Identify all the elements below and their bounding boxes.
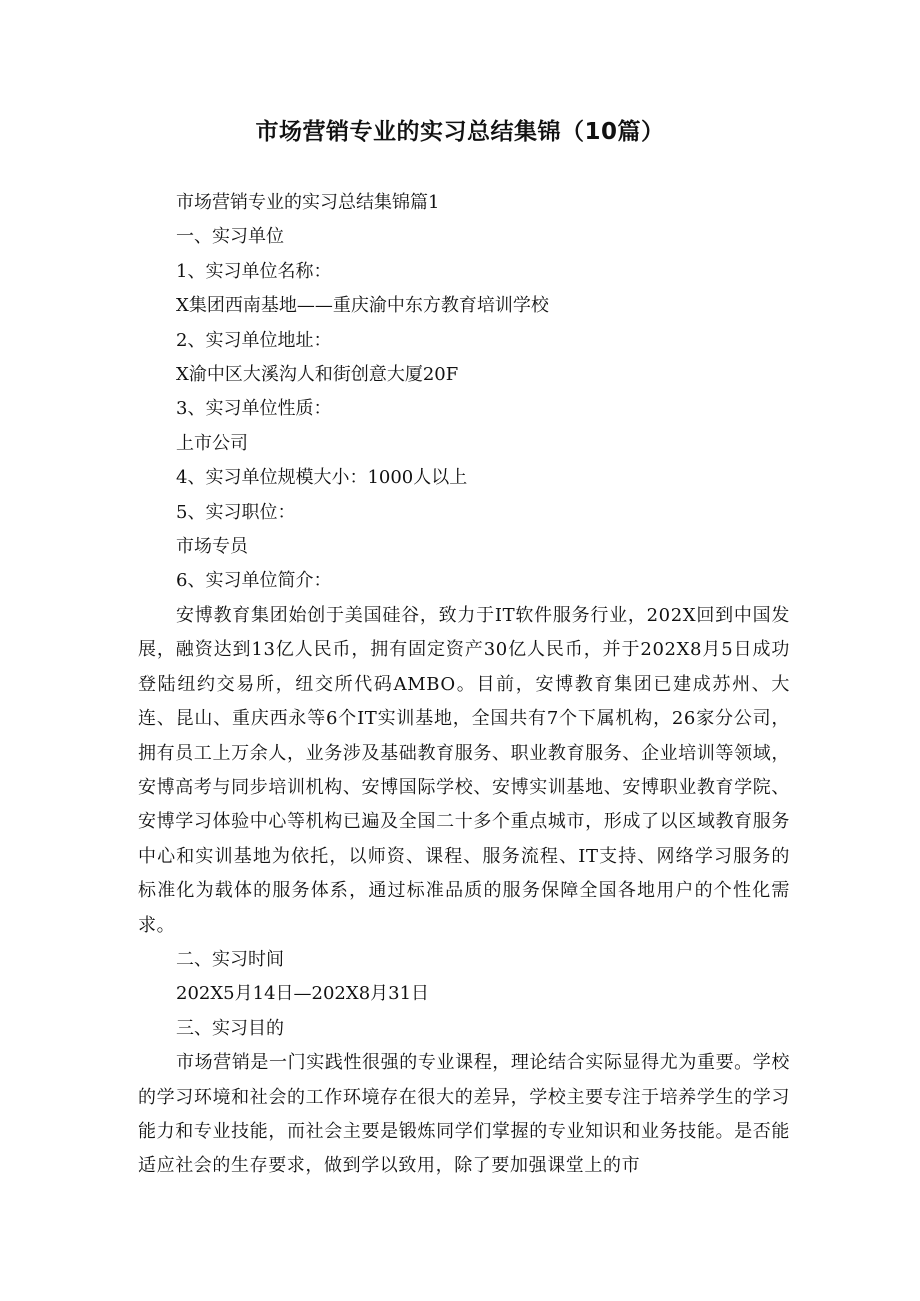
unit-name-value: X集团西南基地——重庆渝中东方教育培训学校: [176, 295, 549, 317]
unit-intro-label: 6、实习单位简介：: [176, 570, 332, 592]
unit-address-label: 2、实习单位地址：: [176, 329, 332, 351]
unit-scale: 4、实习单位规模大小：1000人以上: [176, 467, 468, 489]
unit-name-label: 1、实习单位名称：: [176, 260, 332, 282]
purpose-paragraph: 市场营销是一门实践性很强的专业课程，理论结合实际显得尤为重要。学校的学习环境和社会的工作环境存在很大的差异，学校主要专注于培养学生的学习能力和专业技能，而社会主要是锻炼同学们掌握的专业知识和业务技能。是否能适应社会的生存要求，做到学以致用，除了要加强课堂上的市: [138, 1052, 790, 1177]
section-heading-purpose: 三、实习目的: [176, 1017, 284, 1039]
internship-period: 202X5月14日—202X8月31日: [176, 983, 430, 1005]
section-heading-time: 二、实习时间: [176, 948, 284, 970]
position-value: 市场专员: [176, 536, 248, 558]
article-heading: 市场营销专业的实习总结集锦篇1: [176, 192, 440, 213]
document-title: 市场营销专业的实习总结集锦（10篇）: [255, 119, 665, 145]
unit-address-value: X渝中区大溪沟人和街创意大厦20F: [176, 364, 459, 386]
unit-intro-paragraph: 安博教育集团始创于美国硅谷，致力于IT软件服务行业，202X回到中国发展，融资达到13亿人民币，拥有固定资产30亿人民币，并于202X8月5日成功登陆纽约交易所，纽交所代码AMBO。目前，安博教育集团已建成苏州、大连、昆山、重庆西永等6个IT实训基地，全国共有7个下属机构，26家分公司，拥有员工上万余人，业务涉及基础教育服务、职业教育服务、企业培训等领域，安博高考与同步培训机构、安博国际学校、安博实训基地、安博职业教育学院、安博学习体验中心等机构已遍及全国二十多个重点城市，形成了以区域教育服务中心和实训基地为依托，以师资、课程、服务流程、IT支持、网络学习服务的标准化为载体的服务体系，通过标准品质的服务保障全国各地用户的个性化需求。: [138, 604, 790, 936]
document-body: [138, 186, 790, 1184]
section-heading-unit: 一、实习单位: [176, 226, 284, 248]
unit-nature-label: 3、实习单位性质：: [176, 398, 332, 420]
position-label: 5、实习职位：: [176, 501, 296, 523]
unit-nature-value: 上市公司: [176, 432, 248, 454]
